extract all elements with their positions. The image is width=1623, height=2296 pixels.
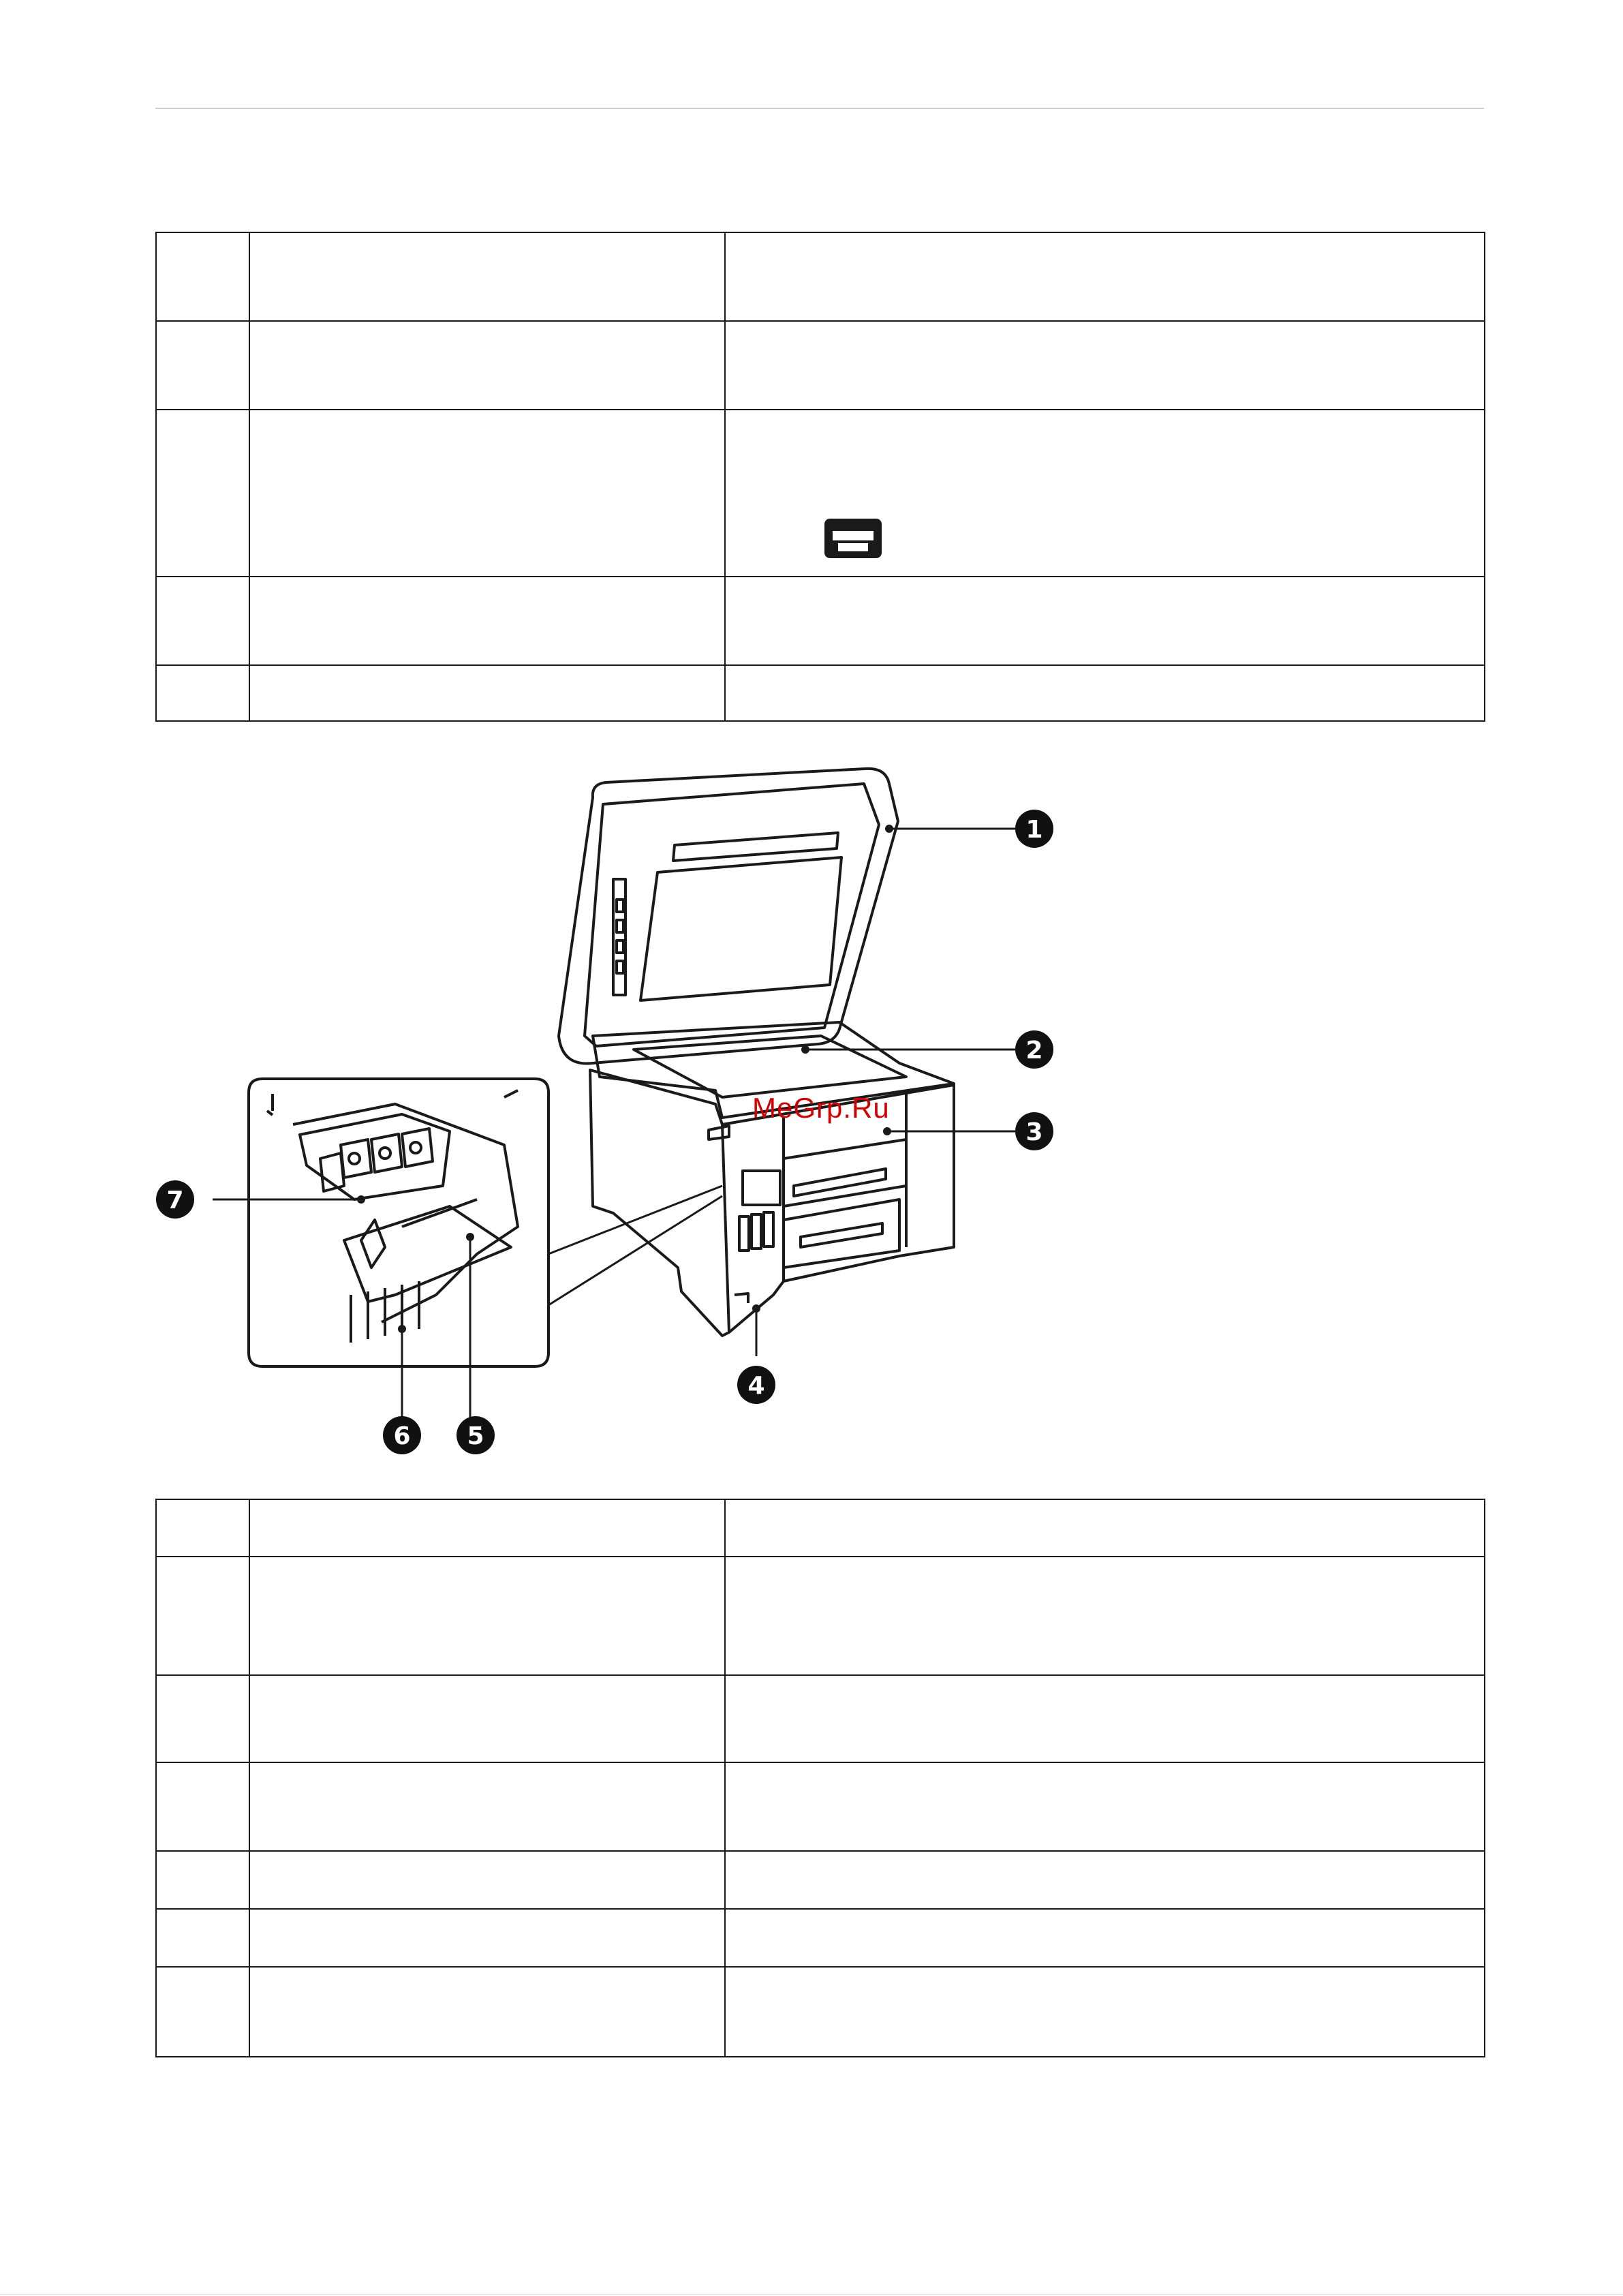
printer-panel-icon [823, 517, 883, 560]
part-name-cell [249, 321, 725, 410]
table-row [156, 1909, 1485, 1967]
callout-6 [383, 1416, 421, 1454]
table-row [156, 1557, 1485, 1675]
row-number-cell [156, 1909, 249, 1967]
callout-4 [737, 1366, 775, 1404]
parts-table-bottom [155, 1499, 1485, 2057]
callout-number: 3 [1025, 1118, 1043, 1146]
scanner-lid [559, 769, 898, 1064]
part-description-cell [725, 1967, 1485, 2057]
table-row [156, 232, 1485, 321]
part-name-cell [249, 1851, 725, 1909]
callout-number: 6 [393, 1422, 411, 1450]
row-number-cell [156, 577, 249, 665]
callout-number: 1 [1025, 816, 1043, 844]
row-number-cell [156, 665, 249, 721]
watermark-text: MeGrp.Ru [752, 1092, 890, 1124]
table-row [156, 577, 1485, 665]
part-description-cell [725, 1762, 1485, 1851]
callout-2 [1015, 1030, 1053, 1069]
part-name-cell [249, 1675, 725, 1762]
part-name-cell [249, 1557, 725, 1675]
part-description-cell [725, 321, 1485, 410]
part-name-cell [249, 665, 725, 721]
row-number-cell [156, 410, 249, 577]
row-number-cell [156, 321, 249, 410]
part-description-cell [725, 577, 1485, 665]
table-row [156, 321, 1485, 410]
row-number-cell [156, 232, 249, 321]
row-number-cell [156, 1499, 249, 1557]
row-number-cell [156, 1557, 249, 1675]
row-number-cell [156, 1675, 249, 1762]
callout-number: 7 [166, 1187, 184, 1214]
part-description-cell [725, 1499, 1485, 1557]
header-rule [155, 108, 1484, 109]
part-name-cell [249, 232, 725, 321]
part-name-cell [249, 1909, 725, 1967]
part-description-cell [725, 1675, 1485, 1762]
callout-number: 4 [747, 1372, 765, 1400]
printer-illustration [0, 756, 1623, 1493]
table-row [156, 1967, 1485, 2057]
table-row [156, 410, 1485, 577]
part-description-cell [725, 665, 1485, 721]
parts-table-top [155, 232, 1485, 722]
part-name-cell [249, 410, 725, 577]
callout-7 [156, 1180, 194, 1219]
part-description-cell [725, 1909, 1485, 1967]
row-number-cell [156, 1967, 249, 2057]
callout-number: 5 [467, 1422, 484, 1450]
row-number-cell [156, 1851, 249, 1909]
part-name-cell [249, 577, 725, 665]
part-description-cell [725, 1851, 1485, 1909]
part-name-cell [249, 1499, 725, 1557]
part-description-cell [725, 232, 1485, 321]
row-number-cell [156, 1762, 249, 1851]
table-row [156, 1499, 1485, 1557]
part-name-cell [249, 1762, 725, 1851]
callout-3 [1015, 1112, 1053, 1150]
callout-number: 2 [1025, 1037, 1043, 1065]
footer-rule [0, 2294, 1623, 2295]
table-row [156, 1762, 1485, 1851]
part-name-cell [249, 1967, 725, 2057]
table-row [156, 1675, 1485, 1762]
part-description-cell [725, 1557, 1485, 1675]
table-row [156, 1851, 1485, 1909]
part-description-cell [725, 410, 1485, 577]
callout-5 [457, 1416, 495, 1454]
callout-1 [1015, 810, 1053, 848]
table-row [156, 665, 1485, 721]
